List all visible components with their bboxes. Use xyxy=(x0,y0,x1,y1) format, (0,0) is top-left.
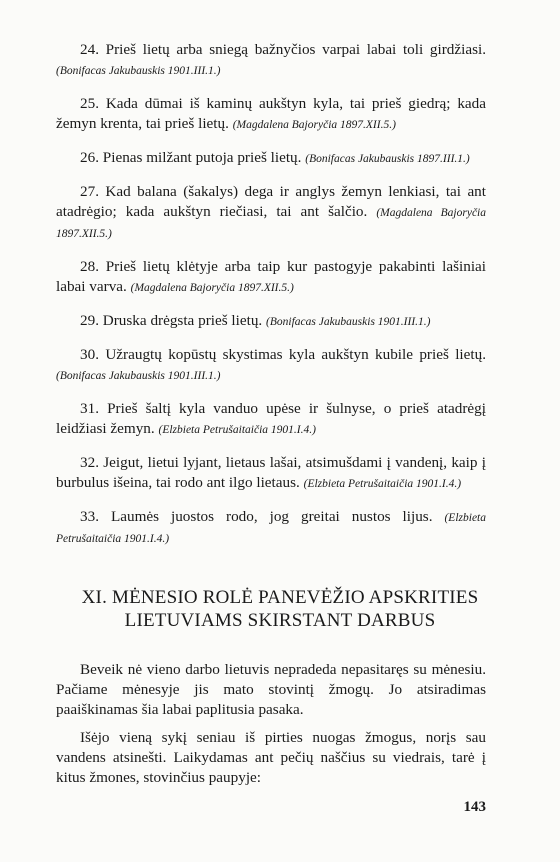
saying-source: (Bonifacas Jakubauskis 1897.III.1.) xyxy=(305,153,470,165)
saying-source: (Bonifacas Jakubauskis 1901.III.1.) xyxy=(56,370,221,382)
saying-text: 29. Druska drėgsta prieš lietų. xyxy=(80,312,263,329)
body-paragraph: Išėjo vieną sykį seniau iš pirties nuogas žmogus, norįs sau vandens atsinešti. Laikydamas ant pečių naščius su viedrais, tarė į kitus žmones, stovinčius paupyje: xyxy=(56,729,486,786)
saying-source: (Bonifacas Jakubauskis 1901.III.1.) xyxy=(266,316,431,328)
saying-source: (Bonifacas Jakubauskis 1901.III.1.) xyxy=(56,65,221,77)
chapter-heading-line: LIETUVIAMS SKIRSTANT DARBUS xyxy=(124,610,436,631)
chapter-body xyxy=(56,660,486,796)
saying-text: 28. Prieš lietų klėtyje arba taip kur pastogyje pakabinti lašiniai labai varva. xyxy=(56,258,486,295)
saying-entry xyxy=(56,453,486,494)
chapter-heading-line: XI. MĖNESIO ROLĖ PANEVĖŽIO APSKRITIES xyxy=(81,587,479,608)
saying-entry xyxy=(56,345,486,386)
saying-source: (Elzbieta Petrušaitaičia 1901.I.4.) xyxy=(56,512,486,545)
saying-text: 25. Kada dūmai iš kaminų aukštyn kyla, tai prieš giedrą; kada žemyn krenta, tai prieš lietų. xyxy=(56,95,486,132)
saying-text: 26. Pienas milžant putoja prieš lietų. xyxy=(80,149,302,166)
sayings-list xyxy=(56,40,486,562)
saying-entry xyxy=(56,399,486,440)
body-paragraph: Beveik nė vieno darbo lietuvis nepradeda nepasitaręs su mėnesiu. Pačiame mėnesyje jis mato stovintį žmogų. Jo atsiradimas paaiškinamas šia labai paplitusia pasaka. xyxy=(56,661,486,718)
chapter-heading xyxy=(40,586,520,632)
saying-text: 33. Laumės juostos rodo, jog greitai nustos lijus. xyxy=(80,508,433,525)
saying-source: (Elzbieta Petrušaitaičia 1901.I.4.) xyxy=(158,424,316,436)
saying-text: 24. Prieš lietų arba sniegą bažnyčios varpai labai toli girdžiasi. xyxy=(80,41,486,58)
saying-source: (Magdalena Bajoryčia 1897.XII.5.) xyxy=(130,282,294,294)
saying-text: 30. Užraugtų kopūstų skystimas kyla aukštyn kubile prieš lietų. xyxy=(80,346,486,363)
saying-entry xyxy=(56,507,486,549)
saying-entry xyxy=(56,182,486,244)
saying-text: 27. Kad balana (šakalys) dega ir anglys žemyn lenkiasi, tai ant atadrėgio; kada aukštyn riečiasi, tai ant šalčio. xyxy=(56,183,486,220)
page-number: 143 xyxy=(463,799,486,815)
saying-source: (Elzbieta Petrušaitaičia 1901.I.4.) xyxy=(303,478,462,490)
saying-entry xyxy=(56,94,486,135)
saying-text: 31. Prieš šaltį kyla vanduo upėse ir šulnyse, o prieš atadrėgį leidžiasi žemyn. xyxy=(56,400,486,437)
saying-entry xyxy=(56,311,486,332)
saying-entry xyxy=(56,148,486,169)
saying-source: (Magdalena Bajoryčia 1897.XII.5.) xyxy=(232,119,396,131)
saying-source: (Magdalena Bajoryčia 1897.XII.5.) xyxy=(56,207,486,240)
saying-text: 32. Jeigut, lietui lyjant, lietaus lašai, atsimušdami į vandenį, kaip į burbulus išeina, tai rodo ant ilgo lietaus. xyxy=(56,454,486,491)
saying-entry xyxy=(56,40,486,81)
saying-entry xyxy=(56,257,486,298)
